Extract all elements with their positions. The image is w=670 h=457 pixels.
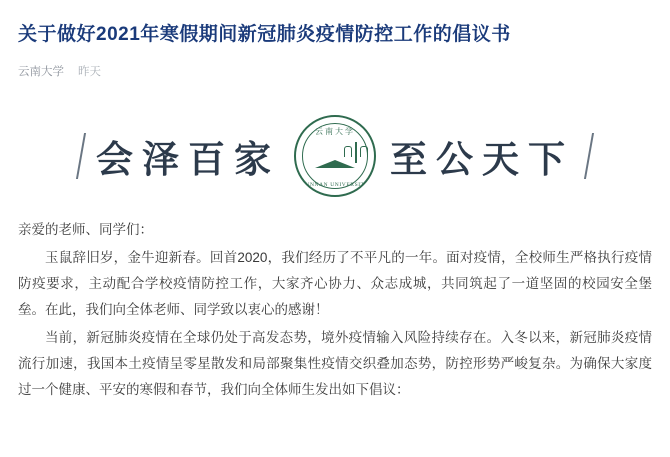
seal-top-text: 云南大学 bbox=[315, 126, 355, 136]
seal-bottom-text: YUNNAN UNIVERSITY bbox=[300, 181, 370, 188]
article-timestamp: 昨天 bbox=[78, 65, 101, 78]
motto-left-text: 会泽百家 bbox=[96, 139, 280, 181]
university-seal-icon bbox=[294, 115, 376, 197]
body-paragraph: 玉鼠辞旧岁，金牛迎新春。回首2020，我们经历了不平凡的一年。面对疫情，全校师生严格执行疫情防疫要求，主动配合学校疫情防控工作，大家齐心协力、众志成城，共同筑起了一道坚固的校园安全堡垒。在此，我们向全体老师、同学致以衷心的感谢！ bbox=[18, 249, 652, 317]
page-title: 关于做好2021年寒假期间新冠肺炎疫情防控工作的倡议书 bbox=[18, 24, 511, 45]
university-motto-banner bbox=[18, 113, 652, 199]
article-body bbox=[18, 217, 652, 403]
banner-divider-right-icon bbox=[584, 133, 594, 179]
article-page bbox=[0, 22, 670, 457]
motto-right-text: 至公天下 bbox=[390, 139, 574, 181]
seal-gate-body-icon bbox=[355, 142, 357, 163]
salutation: 亲爱的老师、同学们： bbox=[18, 221, 153, 237]
article-meta bbox=[18, 63, 652, 79]
article-source[interactable]: 云南大学 bbox=[18, 65, 64, 78]
seal-gate-icon bbox=[315, 143, 355, 169]
body-paragraph: 当前，新冠肺炎疫情在全球仍处于高发态势，境外疫情输入风险持续存在。入冬以来，新冠肺炎疫情流行加速，我国本土疫情呈零星散发和局部聚集性疫情交织叠加态势，防控形势严峻复杂。为确保大家度过一个健康、平安的寒假和春节，我们向全体师生发出如下倡议： bbox=[18, 329, 652, 397]
banner-divider-left-icon bbox=[76, 133, 86, 179]
